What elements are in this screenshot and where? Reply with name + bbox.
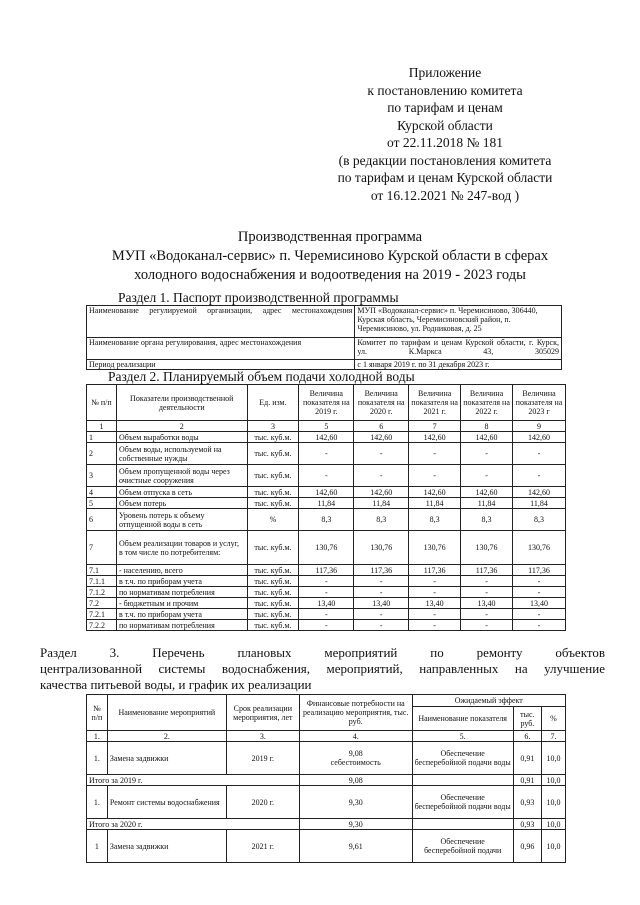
title-line: МУП «Водоканал-сервис» п. Черемисиново Курской области в сферах: [111, 248, 549, 264]
column-header: Наименование мероприятий: [107, 695, 226, 731]
column-number: 3: [247, 421, 299, 432]
row-label: Объем потерь: [116, 498, 247, 509]
total-row: [87, 819, 566, 830]
column-header: Ед. изм.: [247, 385, 299, 421]
table-row: [87, 598, 566, 609]
total-pct: 10,0: [541, 819, 565, 830]
measure-name: Ремонт системы водоснабжения: [107, 786, 226, 819]
column-number: 5: [299, 421, 354, 432]
row-value: 142,60: [409, 432, 461, 443]
total-rub: 0,91: [513, 775, 541, 786]
column-number: 2.: [107, 731, 226, 742]
row-value: 130,76: [299, 531, 354, 565]
column-number: 3.: [226, 731, 299, 742]
row-number: 7: [87, 531, 117, 565]
row-number: 1: [87, 432, 117, 443]
column-header: тыс. руб.: [513, 707, 541, 731]
column-header: Ожидаемый эффект: [412, 695, 565, 707]
row-value: тыс. куб.м.: [247, 498, 299, 509]
row-number: 7.2: [87, 598, 117, 609]
row-value: 13,40: [461, 598, 513, 609]
row-value: тыс. куб.м.: [247, 620, 299, 631]
column-header: Величина показателя на 2021 г.: [409, 385, 461, 421]
table-row: [87, 306, 562, 338]
section3-heading-line: качества питьевой воды, и график их реализации: [40, 677, 312, 692]
row-value: 117,36: [354, 565, 409, 576]
column-header: Финансовые потребности на реализацию мероприятия, тыс. руб.: [299, 695, 412, 731]
row-value: -: [513, 609, 566, 620]
finance-note: себестоимость: [330, 758, 381, 767]
row-value: 117,36: [513, 565, 566, 576]
measure-term: 2020 г.: [226, 786, 299, 819]
row-value: 142,60: [409, 487, 461, 498]
row-value: 117,36: [299, 565, 354, 576]
section3-heading-line: централизованной системы водоснабжения, мероприятий, направленных на улучшение: [40, 661, 605, 676]
row-value: 11,84: [461, 498, 513, 509]
table-header-row: [87, 385, 566, 421]
row-value: 142,60: [461, 487, 513, 498]
row-label: в т.ч. по приборам учета: [116, 609, 247, 620]
row-number: 7.2.1: [87, 609, 117, 620]
row-value: 8,3: [461, 509, 513, 531]
column-number-row: [87, 731, 566, 742]
row-value: 130,76: [513, 531, 566, 565]
row-value: -: [299, 443, 354, 465]
passport-value: МУП «Водоканал-сервис» п. Черемисиново, 306440, Курская область, Черемисиновский район, п. Черемисиново, ул. Родниковая, д. 25: [355, 306, 562, 338]
row-label: Объем выработки воды: [116, 432, 247, 443]
effect-pct: 10,0: [541, 786, 565, 819]
passport-label: Период реализации: [87, 360, 355, 370]
total-effect: [412, 775, 513, 786]
row-value: -: [461, 587, 513, 598]
row-number: 7.2.2: [87, 620, 117, 631]
row-value: -: [513, 576, 566, 587]
row-value: -: [299, 576, 354, 587]
column-number: 6: [354, 421, 409, 432]
column-number: 8: [461, 421, 513, 432]
row-label: по нормативам потребления: [116, 587, 247, 598]
column-number: 5.: [412, 731, 513, 742]
table-row: [87, 587, 566, 598]
row-number: 5: [87, 498, 117, 509]
effect-pct: 10,0: [541, 742, 565, 775]
column-number: 2: [116, 421, 247, 432]
row-value: -: [461, 465, 513, 487]
column-number: 6.: [513, 731, 541, 742]
table-row: [87, 786, 566, 819]
row-number: 3: [87, 465, 117, 487]
row-value: тыс. куб.м.: [247, 598, 299, 609]
total-finance: 9,08: [299, 775, 412, 786]
column-header: № п/п: [87, 695, 108, 731]
measure-term: 2021 г.: [226, 830, 299, 863]
row-label: Объем пропущенной воды через очистные сооружения: [116, 465, 247, 487]
row-value: 8,3: [513, 509, 566, 531]
column-number: 4.: [299, 731, 412, 742]
measure-finance: [299, 830, 412, 863]
row-value: -: [461, 609, 513, 620]
effect-pct: 10,0: [541, 830, 565, 863]
section3-heading-line: Раздел 3. Перечень плановых мероприятий по ремонту объектов: [40, 645, 605, 660]
volume-table: [86, 384, 566, 631]
row-number: 6: [87, 509, 117, 531]
row-value: -: [409, 443, 461, 465]
row-value: 13,40: [513, 598, 566, 609]
row-label: Объем реализации товаров и услуг, в том числе по потребителям:: [116, 531, 247, 565]
row-number: 1: [87, 830, 108, 863]
row-value: -: [513, 443, 566, 465]
measure-finance: [299, 786, 412, 819]
total-label: Итого за 2020 г.: [87, 819, 300, 830]
row-number: 1.: [87, 742, 108, 775]
row-value: -: [461, 443, 513, 465]
column-header: Величина показателя на 2023 г: [513, 385, 566, 421]
effect-name: Обеспечение бесперебойной подачи: [412, 830, 513, 863]
measure-finance: [299, 742, 412, 775]
total-effect: [412, 819, 513, 830]
column-header: Величина показателя на 2020 г.: [354, 385, 409, 421]
section2-heading: Раздел 2. Планируемый объем подачи холодной воды: [108, 369, 415, 384]
row-value: тыс. куб.м.: [247, 576, 299, 587]
row-number: 2: [87, 443, 117, 465]
row-number: 7.1.1: [87, 576, 117, 587]
effect-rub: 0,93: [513, 786, 541, 819]
finance-value: 9,08: [348, 749, 363, 758]
row-label: Уровень потерь к объему отпущенной воды в сеть: [116, 509, 247, 531]
table-row: [87, 830, 566, 863]
header-line: от 22.11.2018 № 181: [387, 135, 503, 150]
passport-label: Наименование органа регулирования, адрес местонахождения: [87, 338, 355, 360]
row-value: 142,60: [461, 432, 513, 443]
table-row: [87, 465, 566, 487]
row-value: -: [354, 609, 409, 620]
measure-term: 2019 г.: [226, 742, 299, 775]
row-number: 4: [87, 487, 117, 498]
row-value: 130,76: [354, 531, 409, 565]
column-number: 7.: [541, 731, 565, 742]
row-number: 1.: [87, 786, 108, 819]
row-value: -: [409, 587, 461, 598]
row-value: тыс. куб.м.: [247, 565, 299, 576]
row-value: 142,60: [354, 487, 409, 498]
row-value: -: [461, 576, 513, 587]
row-value: тыс. куб.м.: [247, 443, 299, 465]
table-row: [87, 620, 566, 631]
row-value: 11,84: [354, 498, 409, 509]
effect-name: Обеспечение бесперебойной подачи воды: [412, 786, 513, 819]
row-value: 117,36: [461, 565, 513, 576]
column-header: %: [541, 707, 565, 731]
row-value: 130,76: [461, 531, 513, 565]
appendix-header: [300, 64, 590, 204]
header-line: от 16.12.2021 № 247-вод ): [370, 187, 520, 203]
row-label: по нормативам потребления: [116, 620, 247, 631]
table-header-row: [87, 695, 566, 707]
row-value: -: [513, 587, 566, 598]
total-label: Итого за 2019 г.: [87, 775, 300, 786]
table-row: [87, 432, 566, 443]
column-number: 7: [409, 421, 461, 432]
header-line: Курской области: [397, 117, 493, 133]
row-value: -: [354, 465, 409, 487]
effect-rub: 0,96: [513, 830, 541, 863]
row-value: -: [461, 620, 513, 631]
row-value: 8,3: [299, 509, 354, 531]
row-value: -: [299, 609, 354, 620]
row-value: 130,76: [409, 531, 461, 565]
row-value: -: [409, 620, 461, 631]
passport-label: Наименование регулируемой организации, адрес местонахождения: [87, 306, 355, 338]
table-row: [87, 576, 566, 587]
row-value: тыс. куб.м.: [247, 587, 299, 598]
total-rub: 0,93: [513, 819, 541, 830]
title-line: холодного водоснабжения и водоотведения на 2019 - 2023 годы: [134, 267, 526, 283]
row-value: 142,60: [299, 432, 354, 443]
row-value: 13,40: [409, 598, 461, 609]
finance-value: 9,30: [348, 797, 363, 807]
row-value: 8,3: [409, 509, 461, 531]
row-value: 11,84: [409, 498, 461, 509]
row-value: 142,60: [513, 432, 566, 443]
row-value: -: [354, 620, 409, 631]
total-pct: 10,0: [541, 775, 565, 786]
row-value: -: [354, 443, 409, 465]
row-value: 142,60: [299, 487, 354, 498]
header-line: Приложение: [408, 65, 482, 80]
table-row: [87, 338, 562, 360]
row-value: 142,60: [513, 487, 566, 498]
header-line: по тарифам и ценам: [387, 100, 503, 115]
row-value: тыс. куб.м.: [247, 487, 299, 498]
row-label: в т.ч. по приборам учета: [116, 576, 247, 587]
row-value: -: [513, 465, 566, 487]
table-row: [87, 565, 566, 576]
column-header: Срок реализации мероприятия, лет: [226, 695, 299, 731]
row-value: 11,84: [299, 498, 354, 509]
passport-value: Комитет по тарифам и ценам Курской области, г. Курск, ул. К.Маркса 43, 305029: [355, 338, 562, 360]
column-header: Величина показателя на 2022 г.: [461, 385, 513, 421]
measure-name: Замена задвижки: [107, 830, 226, 863]
column-number: 1.: [87, 731, 108, 742]
table-row: [87, 443, 566, 465]
column-header: Величина показателя на 2019 г.: [299, 385, 354, 421]
total-finance: 9,30: [299, 819, 412, 830]
row-value: -: [409, 609, 461, 620]
row-value: тыс. куб.м.: [247, 465, 299, 487]
table-row: [87, 487, 566, 498]
row-value: -: [354, 587, 409, 598]
column-header: Показатели производственной деятельности: [116, 385, 247, 421]
table-row: [87, 498, 566, 509]
header-line: к постановлению комитета: [367, 82, 523, 98]
table-row: [87, 609, 566, 620]
measures-table: [86, 694, 566, 863]
document-title: [40, 228, 620, 285]
row-label: Объем отпуска в сеть: [116, 487, 247, 498]
row-value: -: [409, 465, 461, 487]
row-value: 11,84: [513, 498, 566, 509]
row-value: %: [247, 509, 299, 531]
table-row: [87, 531, 566, 565]
section1-heading: Раздел 1. Паспорт производственной программы: [118, 290, 399, 305]
row-value: -: [299, 620, 354, 631]
effect-name: Обеспечение бесперебойной подачи воды: [412, 742, 513, 775]
row-label: - населению, всего: [116, 565, 247, 576]
row-value: тыс. куб.м.: [247, 432, 299, 443]
header-line: по тарифам и ценам Курской области: [337, 170, 553, 185]
row-value: 142,60: [354, 432, 409, 443]
row-value: -: [409, 576, 461, 587]
row-value: 13,40: [354, 598, 409, 609]
column-number-row: [87, 421, 566, 432]
row-value: -: [299, 465, 354, 487]
row-label: Объем воды, используемой на собственные нужды: [116, 443, 247, 465]
column-header: № п/п: [87, 385, 117, 421]
row-number: 7.1: [87, 565, 117, 576]
row-value: -: [354, 576, 409, 587]
table-row: [87, 509, 566, 531]
finance-value: 9,61: [348, 841, 363, 851]
column-header: Наименование показателя: [412, 707, 513, 731]
section3-heading: [40, 645, 605, 693]
header-line: (в редакции постановления комитета: [338, 152, 552, 168]
row-value: 117,36: [409, 565, 461, 576]
table-row: [87, 742, 566, 775]
row-value: тыс. куб.м.: [247, 609, 299, 620]
row-value: -: [513, 620, 566, 631]
table-row: [87, 360, 562, 370]
row-label: - бюджетным и прочим: [116, 598, 247, 609]
effect-rub: 0,91: [513, 742, 541, 775]
passport-table: [86, 305, 562, 370]
row-value: 8,3: [354, 509, 409, 531]
measure-name: Замена задвижки: [107, 742, 226, 775]
row-number: 7.1.2: [87, 587, 117, 598]
row-value: тыс. куб.м.: [247, 531, 299, 565]
total-row: [87, 775, 566, 786]
row-value: 13,40: [299, 598, 354, 609]
passport-value: с 1 января 2019 г. по 31 декабря 2023 г.: [355, 360, 562, 370]
column-number: 1: [87, 421, 117, 432]
row-value: -: [299, 587, 354, 598]
column-number: 9: [513, 421, 566, 432]
title-line: Производственная программа: [237, 229, 423, 245]
